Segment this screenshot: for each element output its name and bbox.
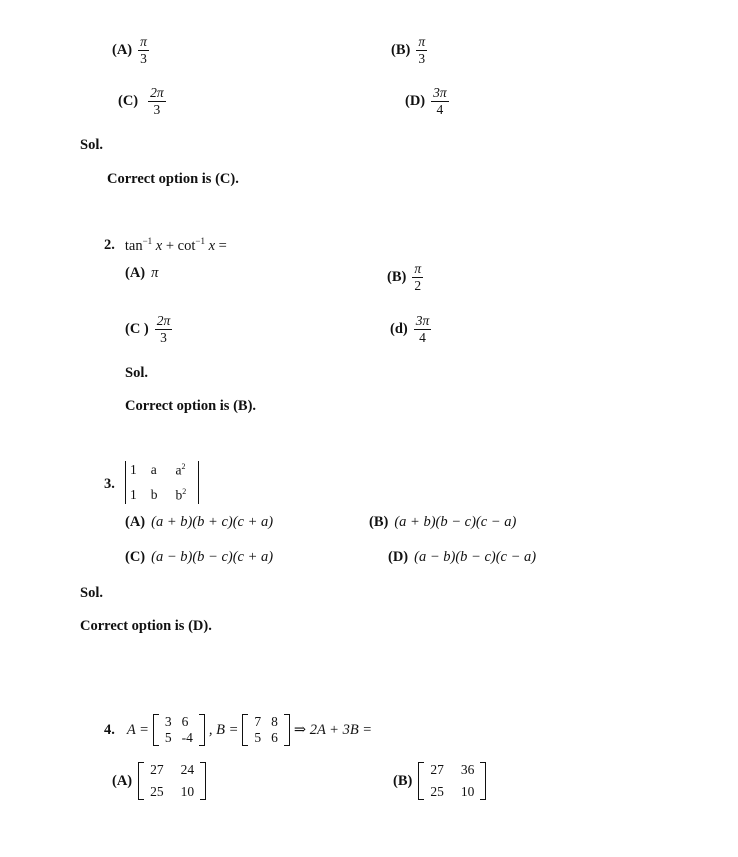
q1-option-d-label: (D) — [405, 93, 426, 110]
q4-option-b — [393, 762, 486, 800]
q2-option-c-label: (C ) — [125, 321, 149, 338]
det-exponent: 2 — [181, 462, 186, 471]
q4-number: 4. — [104, 721, 115, 738]
q3-answer: Correct option is (D). — [80, 618, 212, 634]
det-base: b — [175, 487, 183, 502]
matrix-cell: 10 — [180, 784, 195, 799]
q3-sol-heading: Sol. — [80, 585, 103, 601]
q1-option-a — [112, 35, 149, 66]
q4-expression: ⇒ 2A + 3B = — [293, 721, 373, 738]
q2-option-b-fraction — [412, 262, 423, 293]
q3-option-a-label: (A) — [125, 514, 146, 530]
matrix-cell: 7 — [254, 714, 262, 729]
q1-option-d — [405, 86, 449, 117]
numerator: 3π — [431, 86, 449, 102]
matrix-cell: 5 — [254, 730, 262, 745]
matrix-cell: 8 — [271, 714, 278, 729]
q2-option-d-label: (d) — [390, 321, 408, 338]
denominator: 2 — [414, 278, 422, 294]
q3-option-d — [388, 549, 536, 566]
denominator: 3 — [140, 51, 147, 67]
q3-option-b — [369, 514, 516, 531]
q4-option-a-label: (A) — [112, 772, 133, 789]
q2-option-a — [125, 265, 158, 282]
q1-option-b-fraction — [416, 35, 427, 66]
q4-option-a-matrix — [138, 762, 206, 800]
q2-option-d — [390, 314, 431, 345]
variable-x: x — [152, 237, 163, 254]
q2-question — [104, 236, 227, 255]
determinant-bars — [125, 461, 199, 504]
matrix-cell: -4 — [181, 730, 193, 745]
denominator: 3 — [160, 330, 167, 346]
denominator: 3 — [418, 51, 426, 67]
q1-option-b-label: (B) — [391, 42, 411, 59]
det-cell — [166, 480, 195, 505]
variable-x: x — [204, 237, 216, 254]
det-base: a — [175, 462, 182, 478]
q2-expression — [125, 236, 227, 255]
q3-determinant — [125, 461, 199, 509]
matrix-cell: 3 — [164, 714, 172, 729]
q2-option-a-label: (A) — [125, 265, 146, 281]
numerator: 3π — [414, 314, 432, 330]
det-exponent: 2 — [182, 486, 187, 496]
numerator: π — [416, 35, 427, 51]
det-cell: a — [150, 462, 157, 478]
matrix-cell: 24 — [180, 762, 195, 777]
q3-option-a-value: (a + b)(b + c)(c + a) — [151, 514, 274, 530]
numerator: π — [412, 262, 423, 278]
q4-option-b-matrix — [418, 762, 486, 800]
matrix-cell: 5 — [164, 730, 172, 745]
q3-option-c — [125, 549, 273, 566]
matrix-cell: 27 — [150, 762, 164, 777]
matrix-a-name: A = — [126, 721, 149, 738]
q3-option-a — [125, 514, 273, 531]
q3-option-c-label: (C) — [125, 549, 146, 565]
q2-number: 2. — [104, 236, 115, 253]
q1-option-a-label: (A) — [112, 42, 133, 59]
matrix-a — [153, 714, 205, 746]
cot-text: + cot — [162, 237, 196, 254]
matrix-cell: 6 — [181, 714, 189, 729]
q2-option-d-fraction — [414, 314, 432, 345]
q3-option-b-value: (a + b)(b − c)(c − a) — [394, 514, 517, 530]
q1-sol-heading: Sol. — [80, 137, 103, 153]
q2-option-c-fraction — [155, 314, 173, 345]
q4-question — [104, 714, 372, 746]
numerator: π — [138, 35, 149, 51]
denominator: 4 — [436, 102, 444, 118]
equals-sign: = — [215, 237, 227, 254]
q2-option-c — [125, 314, 172, 345]
numerator: 2π — [155, 314, 173, 330]
q3-option-d-value: (a − b)(b − c)(c − a) — [414, 549, 537, 565]
superscript: −1 — [142, 236, 153, 246]
det-cell: b — [150, 486, 158, 502]
det-cell — [166, 461, 195, 480]
matrix-cell: 36 — [460, 762, 475, 777]
q4-option-b-label: (B) — [393, 772, 413, 789]
q2-answer: Correct option is (B). — [125, 398, 257, 414]
q1-answer: Correct option is (C). — [107, 171, 239, 187]
q2-option-b-label: (B) — [387, 269, 407, 286]
q1-option-c-label: (C) — [118, 93, 139, 110]
matrix-cell: 27 — [430, 762, 444, 777]
q3-option-b-label: (B) — [369, 514, 389, 530]
matrix-cell: 25 — [150, 784, 164, 799]
matrix-cell: 25 — [430, 784, 444, 799]
numerator: 2π — [148, 86, 166, 102]
q2-option-b — [387, 262, 423, 293]
denominator: 3 — [153, 102, 161, 118]
matrix-b — [242, 714, 290, 746]
q1-option-c — [118, 86, 166, 117]
q1-option-b — [391, 35, 427, 66]
q3-number: 3. — [104, 476, 115, 492]
q2-option-a-value: π — [151, 265, 159, 281]
det-cell: 1 — [130, 462, 137, 478]
tan-text: tan — [124, 237, 143, 254]
q1-option-d-fraction — [431, 86, 449, 117]
det-cell: 1 — [130, 486, 137, 502]
q1-option-c-fraction — [148, 86, 166, 117]
q2-sol-heading: Sol. — [125, 365, 148, 381]
superscript: −1 — [195, 236, 205, 246]
denominator: 4 — [419, 330, 426, 346]
q3-option-d-label: (D) — [388, 549, 409, 565]
matrix-b-name: , B = — [208, 721, 239, 738]
q3-option-c-value: (a − b)(b − c)(c + a) — [151, 549, 274, 565]
matrix-cell: 6 — [271, 730, 278, 745]
q4-option-a — [112, 762, 206, 800]
q1-option-a-fraction — [138, 35, 149, 66]
matrix-cell: 10 — [460, 784, 475, 799]
